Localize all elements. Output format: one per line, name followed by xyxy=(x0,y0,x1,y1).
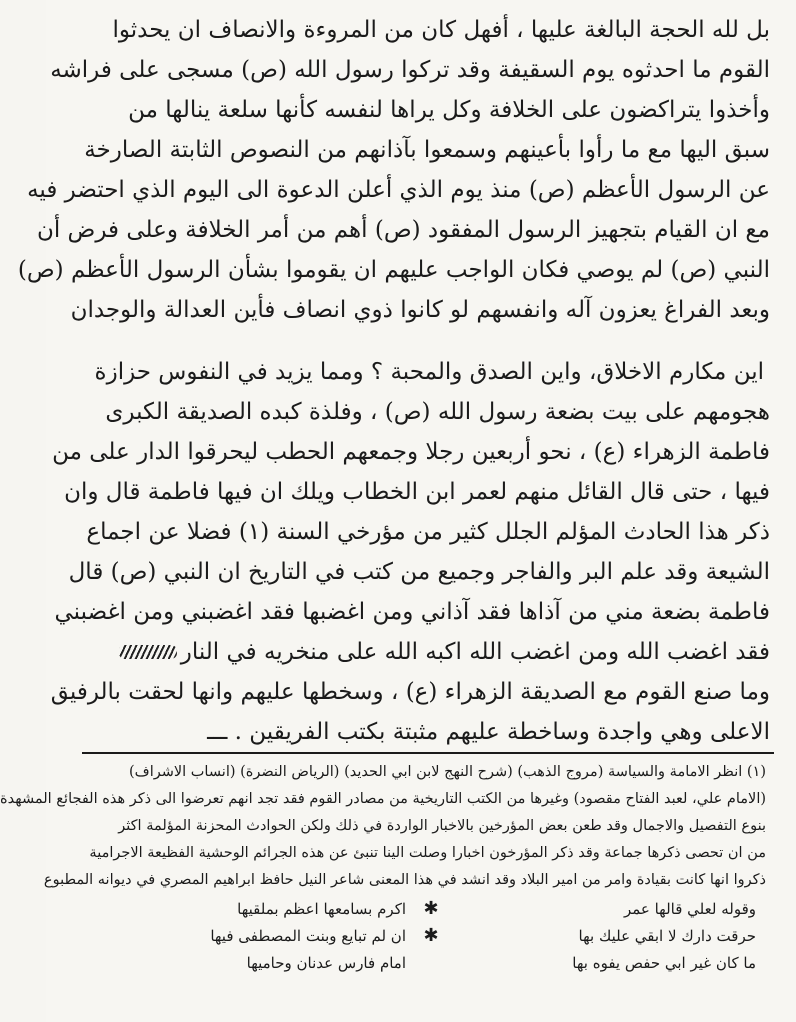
main-text xyxy=(17,10,770,752)
footnote-line: (١) انظر الامامة والسياسة (مروج الذهب) (شرح النهج لابن ابي الحديد) (الرياض النضرة) (انساب الاشراف) xyxy=(129,763,766,780)
text-line: وأخذوا يتراكضون على الخلافة وكل يراها لنفسه كأنها سلعة ينالها من xyxy=(128,96,770,123)
text-line: سبق اليها مع ما رأوا بأعينهم وسمعوا بآذانهم من النصوص الثابتة الصارخة xyxy=(84,136,770,163)
text-line xyxy=(74,632,770,672)
text-line: الاعلى وهي واجدة وساخطة عليهم مثبتة بكتب الفريقين . ـــ xyxy=(207,718,770,745)
footnote-line: (الامام علي، لعبد الفتاح مقصود) وغيرها من الكتب التاريخية من مصادر القوم فقد تجد انهم تعرضوا الى ذكر هذه الفجائع المشهدة xyxy=(0,790,766,807)
verse-second-hemistich: امام فارس عدنان وحاميها xyxy=(246,953,406,972)
text-line-content: فقد اغضب الله ومن اغضب الله اكبه الله على منخريه في النار xyxy=(180,638,770,665)
text-line: عن الرسول الأعظم (ص) منذ يوم الذي أعلن الدعوة الى اليوم الذي احتضر فيه xyxy=(27,176,770,203)
paragraph-gap xyxy=(74,330,770,352)
text-line: بل لله الحجة البالغة عليها ، أفهل كان من المروءة والانصاف ان يحدثوا xyxy=(112,16,770,43)
text-line: وما صنع القوم مع الصديقة الزهراء (ع) ، وسخطها عليهم وانها لحقت بالرفيق xyxy=(50,678,770,705)
verse-row xyxy=(116,922,756,949)
footnote-line: بنوع التفصيل والاجمال وقد طعن بعض المؤرخين بالاخبار الواردة في ذلك ولكن الحوادث المحزنة المؤلمة اكثر xyxy=(118,817,766,834)
text-line: اين مكارم الاخلاق، واين الصدق والمحبة ؟ ومما يزيد في النفوس حزازة xyxy=(94,358,764,385)
text-line: فاطمة بضعة مني من آذاها فقد آذاني ومن اغضبها فقد اغضبني ومن اغضبني xyxy=(54,598,770,625)
star-separator: ✱ xyxy=(423,925,439,946)
text-line: الشيعة وقد علم البر والفاجر وجميع من كتب في التاريخ ان النبي (ص) قال xyxy=(68,558,770,585)
verse-first-hemistich: حرقت دارك لا ابقي عليك بها xyxy=(578,926,756,945)
text-line: ذكر هذا الحادث المؤلم الجلل كثير من مؤرخي السنة (١) فضلا عن اجماع xyxy=(86,518,770,545)
footnote-divider xyxy=(82,752,774,754)
text-line: هجومهم على بيت بضعة رسول الله (ص) ، وفلذة كبده الصديقة الكبرى xyxy=(105,398,770,425)
verse-row xyxy=(116,949,756,976)
footnotes xyxy=(0,758,766,893)
verse-row xyxy=(116,895,756,922)
verse-second-hemistich: ان لم تبايع وبنت المصطفى فيها xyxy=(210,926,406,945)
text-line: فاطمة الزهراء (ع) ، نحو أربعين رجلا وجمعهم الحطب ليحرقوا الدار على من xyxy=(52,438,770,465)
verse-first-hemistich: ما كان غير ابي حفص يفوه بها xyxy=(572,953,756,972)
text-line: مع ان القيام بتجهيز الرسول المفقود (ص) أهم من أمر الخلافة وعلى فرض أن xyxy=(36,216,770,243)
text-line: وبعد الفراغ يعزون آله وانفسهم لو كانوا ذوي انصاف فأين العدالة والوجدان xyxy=(70,296,770,323)
footnote-line: ذكروا انها كانت بقيادة وامر من امير البلاد وقد انشد في هذا المعنى شاعر النيل حافظ ابراهيم المصري في ديوانه المطبوع xyxy=(43,871,766,888)
text-line: القوم ما احدثوه يوم السقيفة وقد تركوا رسول الله (ص) مسجى على فراشه xyxy=(50,56,770,83)
star-separator: ✱ xyxy=(423,898,439,919)
text-line: النبي (ص) لم يوصي فكان الواجب عليهم ان يقوموا بشأن الرسول الأعظم (ص) xyxy=(17,256,770,283)
crossed-out-scribble xyxy=(119,645,177,659)
footnote-line: من ان تحصى ذكرها جماعة وقد ذكر المؤرخون اخبارا وصلت الينا تنبئ عن هذه الجرائم الوحشية الفظيعة الاجرامية xyxy=(89,844,766,861)
verse-second-hemistich: اكرم بسامعها اعظم بملقيها xyxy=(237,899,406,918)
text-line: فيها ، حتى قال القائل منهم لعمر ابن الخطاب ويلك ان فيها فاطمة قال وان xyxy=(64,478,770,505)
poem-verses xyxy=(116,895,756,976)
verse-first-hemistich: وقوله لعلي قالها عمر xyxy=(623,899,756,918)
